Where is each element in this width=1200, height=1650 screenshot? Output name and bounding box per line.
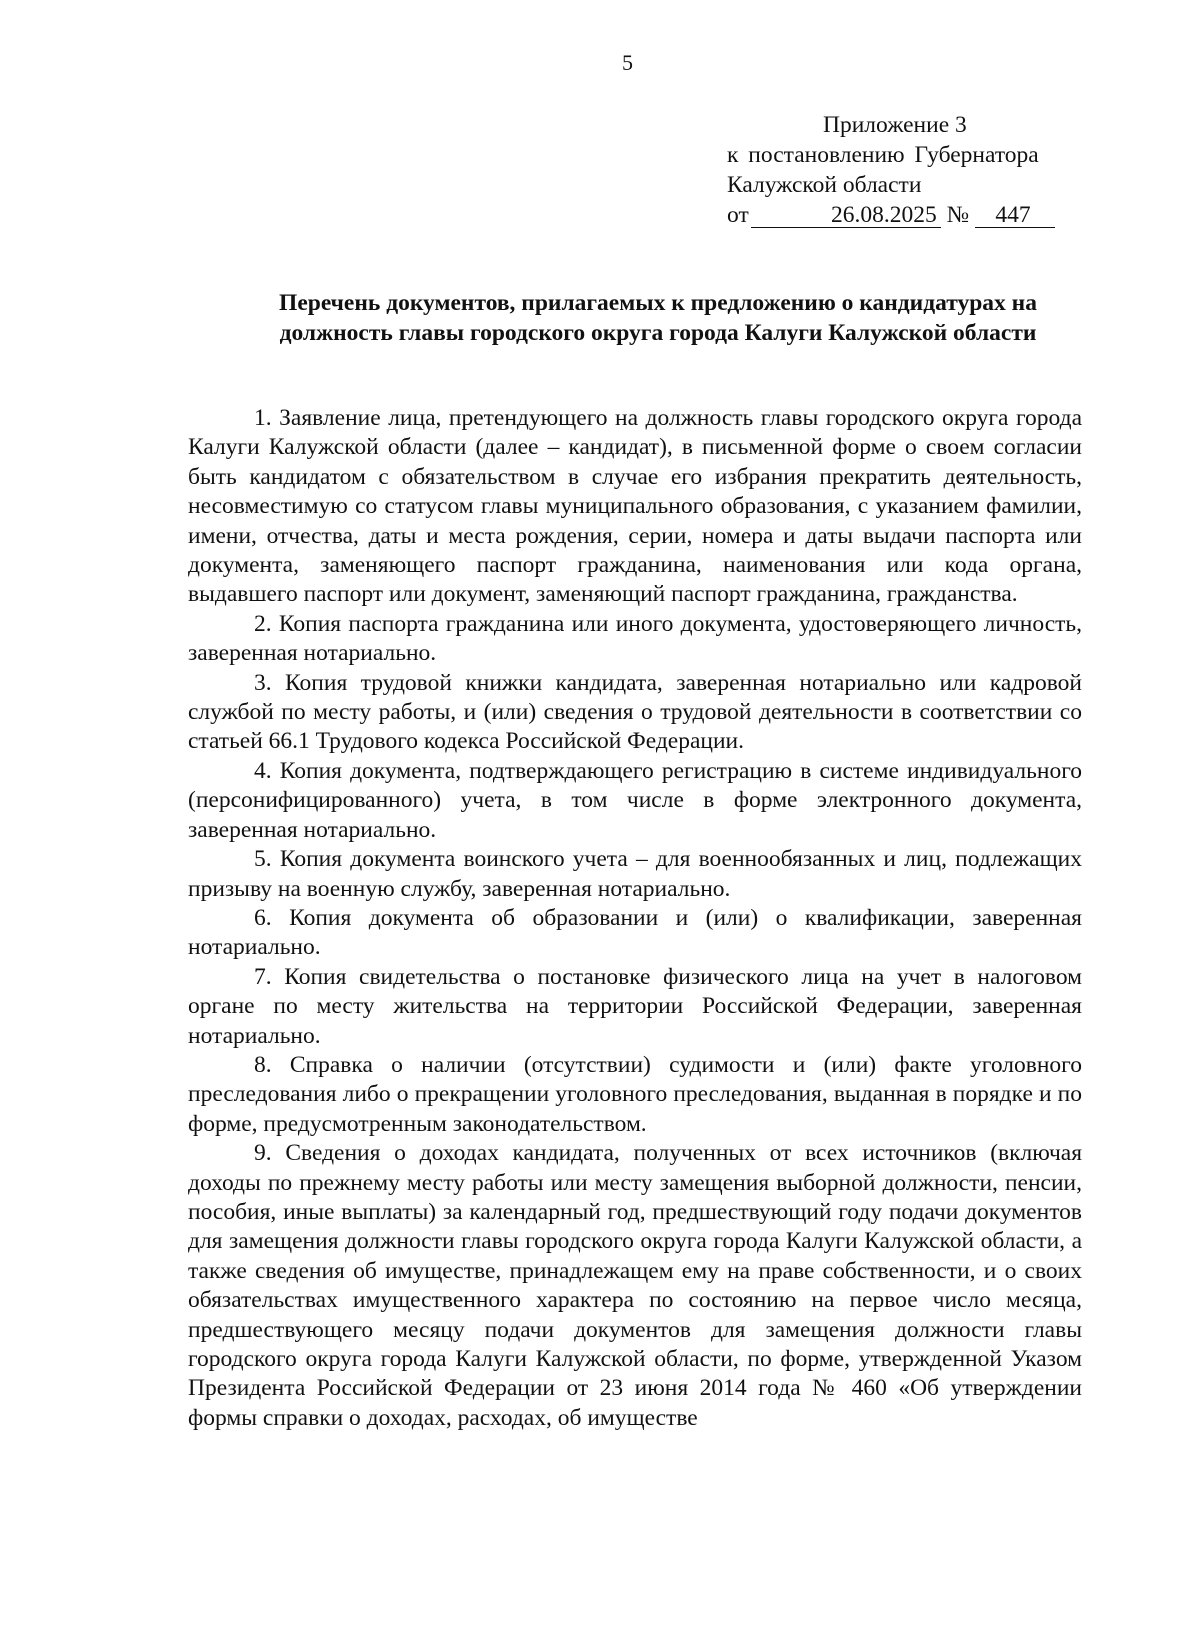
list-item: 6. Копия документа об образовании и (или) о квалификации, заверенная нотариально.	[188, 904, 1082, 961]
page-number: 5	[622, 50, 633, 75]
appendix-region: Калужской области	[727, 172, 922, 198]
list-item: 2. Копия паспорта гражданина или иного документа, удостоверяющего личность, заверенная нотариально.	[188, 610, 1082, 667]
date-prefix: от	[727, 202, 749, 228]
list-item: 5. Копия документа воинского учета – для военнообязанных и лиц, подлежащих призыву на военную службу, заверенная нотариально.	[188, 846, 1082, 902]
document-body	[188, 404, 1082, 1433]
appendix-reference: к постановлению Губернатора	[727, 142, 1039, 168]
list-item: 7. Копия свидетельства о постановке физического лица на учет в налоговом органе по месту жительства на территории Российской Федерации, заверенная нотариально.	[188, 963, 1082, 1049]
appendix-label: Приложение 3	[823, 112, 967, 138]
list-item: 3. Копия трудовой книжки кандидата, заверенная нотариально или кадровой службой по месту работы, и (или) сведения о трудовой деятельности в соответствии со статьей 66.1 Трудового кодекса Российской Федерации.	[188, 669, 1082, 755]
decree-number: 447	[975, 203, 1055, 228]
appendix-header	[727, 110, 1107, 230]
list-item: 9. Сведения о доходах кандидата, полученных от всех источников (включая доходы по прежнему месту работы или месту замещения выборной должности, пенсии, пособия, иные выплаты) за календарный год, предшествующий году подачи документов для замещения должности главы городского округа города Калуги Калужской области, а также сведения об имуществе, принадлежащем ему на праве собственности, и о своих обязательствах имущественного характера по состоянию на первое число месяца, предшествующего месяцу подачи документов для замещения должности главы городского округа города Калуги Калужской области, по форме, утвержденной Указом Президента Российской Федерации от 23 июня 2014 года № 460 «Об утверждении формы справки о доходах, расходах, об имуществе	[188, 1140, 1082, 1431]
appendix-date-number	[727, 200, 1107, 230]
decree-date: 26.08.2025	[751, 203, 941, 228]
list-item: 1. Заявление лица, претендующего на должность главы городского округа города Калуги Калужской области (далее – кандидат), в письменной форме о своем согласии быть кандидатом с обязательством в случае его избрания прекратить деятельность, несовместимую со статусом главы муниципального образования, с указанием фамилии, имени, отчества, даты и места рождения, серии, номера и даты выдачи паспорта или документа, заменяющего паспорт гражданина, наименования или кода органа, выдавшего паспорт или документ, заменяющий паспорт гражданина, гражданства.	[188, 405, 1082, 608]
document-title: Перечень документов, прилагаемых к предложению о кандидатурах на должность главы городского округа города Калуги Калужской области	[279, 290, 1037, 346]
list-item: 8. Справка о наличии (отсутствии) судимости и (или) факте уголовного преследования либо о прекращении уголовного преследования, выданная в порядке и по форме, предусмотренным законодательством.	[188, 1051, 1082, 1137]
list-item: 4. Копия документа, подтверждающего регистрацию в системе индивидуального (персонифицированного) учета, в том числе в форме электронного документа, заверенная нотариально.	[188, 757, 1082, 843]
number-prefix: №	[946, 202, 970, 228]
